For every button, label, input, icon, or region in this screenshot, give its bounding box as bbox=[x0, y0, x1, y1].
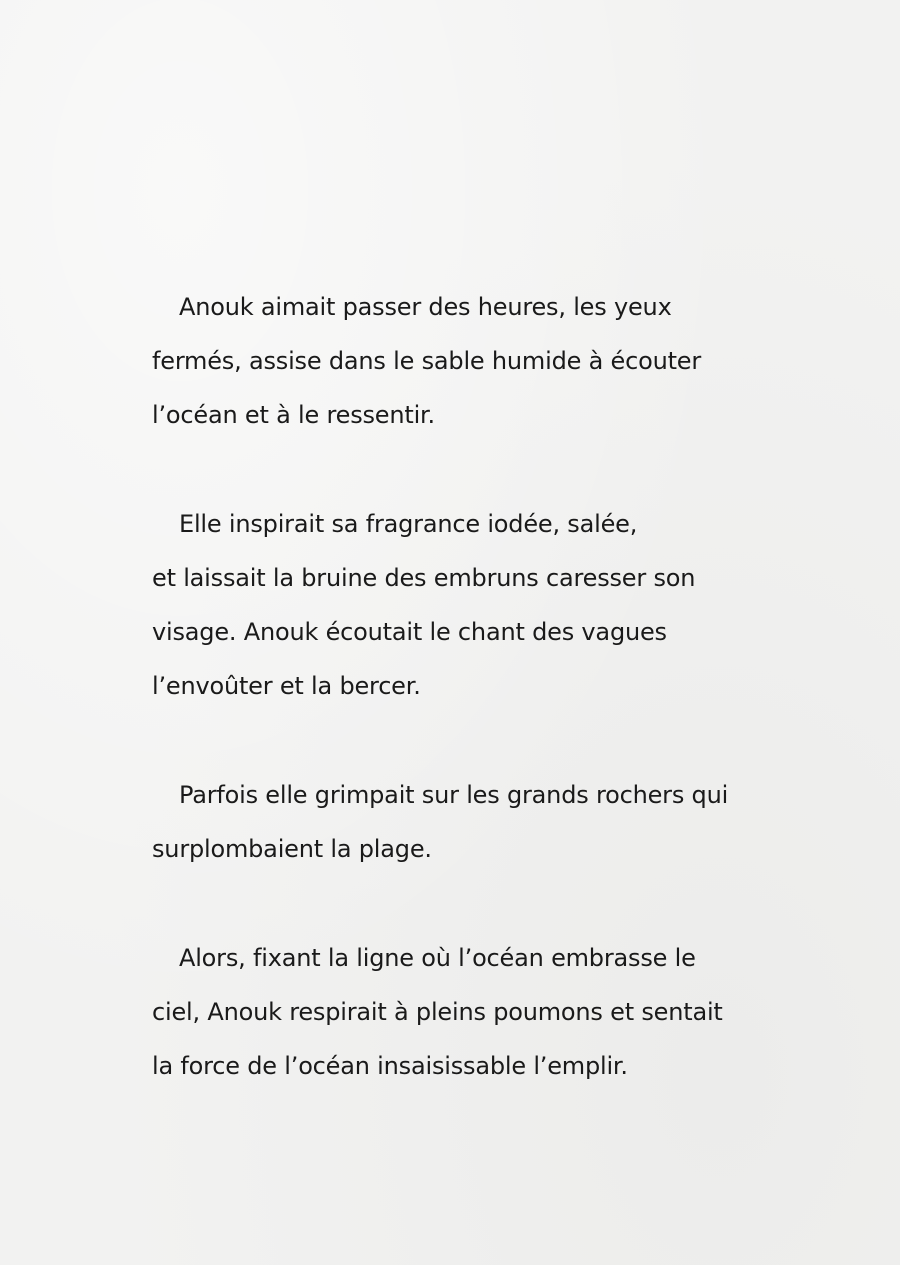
text-line: visage. Anouk écoutait le chant des vagues bbox=[152, 618, 667, 646]
text-line: fermés, assise dans le sable humide à écouter bbox=[152, 347, 702, 375]
text-line: surplombaient la plage. bbox=[152, 835, 432, 863]
paragraph-4 bbox=[152, 931, 792, 1093]
paragraph-2 bbox=[152, 497, 792, 713]
paragraph-3 bbox=[152, 768, 792, 876]
text-line: ciel, Anouk respirait à pleins poumons et sentait bbox=[152, 998, 723, 1026]
text-line: Anouk aimait passer des heures, les yeux bbox=[179, 293, 672, 321]
text-line: Elle inspirait sa fragrance iodée, salée, bbox=[179, 510, 638, 538]
text-line: Alors, fixant la ligne où l’océan embrasse le bbox=[179, 944, 696, 972]
text-line: Parfois elle grimpait sur les grands rochers qui bbox=[179, 781, 729, 809]
story-text bbox=[152, 280, 792, 1148]
text-line: et laissait la bruine des embruns caresser son bbox=[152, 564, 696, 592]
text-line: la force de l’océan insaisissable l’emplir. bbox=[152, 1052, 628, 1080]
text-line: l’envoûter et la bercer. bbox=[152, 672, 421, 700]
text-line: l’océan et à le ressentir. bbox=[152, 401, 435, 429]
paragraph-1 bbox=[152, 280, 792, 442]
